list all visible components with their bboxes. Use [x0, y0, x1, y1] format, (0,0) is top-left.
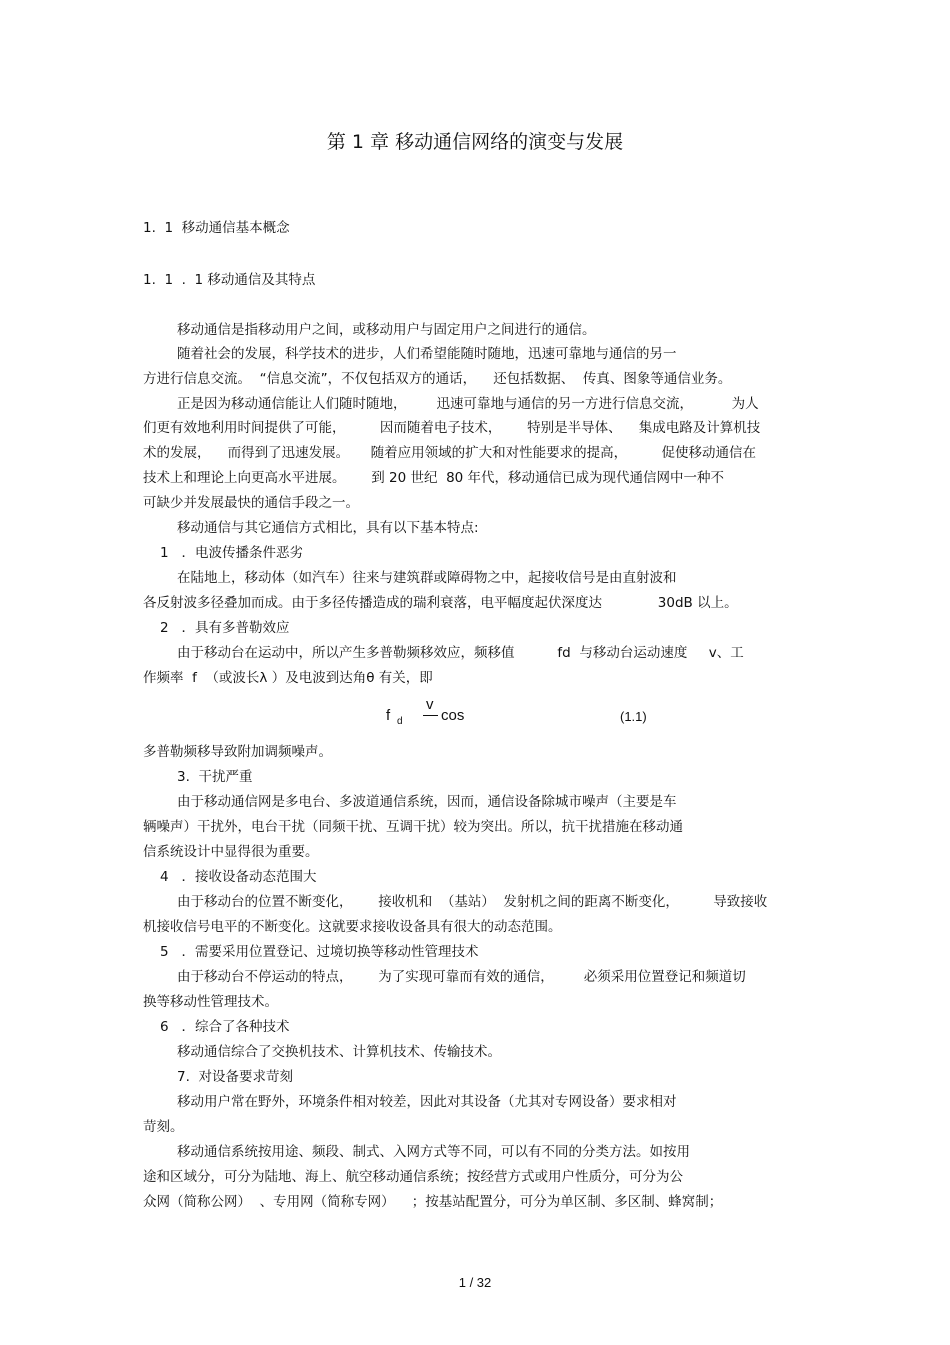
list-heading: 5 ．需要采用位置登记、过境切换等移动性管理技术 [160, 944, 479, 960]
body-line: 可缺少并发展最快的通信手段之一。 [143, 495, 359, 511]
subsection-heading: 1. 1 . 1 移动通信及其特点 [143, 272, 316, 288]
body-line: 随着社会的发展，科学技术的进步，人们希望能随时随地，迅速可靠地与通信的另一 [177, 346, 677, 362]
body-line: 机接收信号电平的不断变化。这就要求接收设备具有很大的动态范围。 [143, 919, 562, 935]
formula-numerator: v [426, 696, 434, 713]
body-line: 方进行信息交流。 “信息交流”，不仅包括双方的通话， 还包括数据、 传真、图象等通信业务。 [143, 371, 732, 387]
chapter-title: 第 1 章 移动通信网络的演变与发展 [326, 131, 624, 153]
body-line: 苛刻。 [143, 1119, 184, 1135]
body-line: 在陆地上，移动体（如汽车）往来与建筑群或障碍物之中，起接收信号是由直射波和 [177, 570, 677, 586]
body-line: 多普勒频移导致附加调频噪声。 [143, 744, 332, 760]
section-heading: 1. 1 移动通信基本概念 [143, 220, 290, 236]
body-line: 由于移动台的位置不断变化， 接收机和 （基站） 发射机之间的距离不断变化， 导致接收 [177, 894, 768, 910]
body-line: 辆噪声）干扰外，电台干扰（同频干扰、互调干扰）较为突出。所以，抗干扰措施在移动通 [143, 819, 683, 835]
body-line: 作频率 f （或波长λ ）及电波到达角θ 有关，即 [143, 670, 433, 686]
formula-subscript: d [397, 716, 403, 727]
body-line: 们更有效地利用时间提供了可能， 因而随着电子技术， 特别是半导体、 集成电路及计算机技 [143, 420, 761, 436]
body-line: 术的发展， 而得到了迅速发展。 随着应用领域的扩大和对性能要求的提高， 促使移动通信在 [143, 445, 756, 461]
list-heading: 6 ．综合了各种技术 [160, 1019, 290, 1035]
list-heading: 2 ．具有多普勒效应 [160, 620, 290, 636]
body-line: 众网（简称公网） 、专用网（简称专网） ；按基站配置分，可分为单区制、多区制、蜂窝制； [143, 1194, 723, 1210]
formula-cos: cos [441, 707, 465, 724]
body-line: 信系统设计中显得很为重要。 [143, 844, 319, 860]
list-heading: 3. 干扰严重 [177, 769, 253, 785]
page-number: 1 / 32 [458, 1275, 492, 1290]
fraction-line [423, 715, 438, 716]
body-line: 由于移动通信网是多电台、多波道通信系统，因而，通信设备除城市噪声（主要是车 [177, 794, 677, 810]
body-line: 由于移动台在运动中，所以产生多普勒频移效应，频移值 fd 与移动台运动速度 v、工 [177, 645, 744, 661]
body-line: 移动通信与其它通信方式相比，具有以下基本特点: [177, 520, 479, 536]
formula-number: (1.1) [620, 709, 647, 724]
body-line: 移动用户常在野外，环境条件相对较差，因此对其设备（尤其对专网设备）要求相对 [177, 1094, 677, 1110]
body-line: 移动通信系统按用途、频段、制式、入网方式等不同，可以有不同的分类方法。如按用 [177, 1144, 690, 1160]
formula-f: f [386, 707, 391, 724]
list-heading: 1 ．电波传播条件恶劣 [160, 545, 303, 561]
body-line: 换等移动性管理技术。 [143, 994, 278, 1010]
body-line: 移动通信是指移动用户之间，或移动用户与固定用户之间进行的通信。 [177, 322, 596, 338]
body-line: 技术上和理论上向更高水平进展。 到 20 世纪 80 年代，移动通信已成为现代通信网中一种不 [143, 470, 725, 486]
list-heading: 7. 对设备要求苛刻 [177, 1069, 293, 1085]
body-line: 途和区域分，可分为陆地、海上、航空移动通信系统；按经营方式或用户性质分，可分为公 [143, 1169, 683, 1185]
list-heading: 4 ．接收设备动态范围大 [160, 869, 317, 885]
body-line: 各反射波多径叠加而成。由于多径传播造成的瑞利衰落，电平幅度起伏深度达 30dB 以上。 [143, 595, 738, 611]
body-line: 由于移动台不停运动的特点， 为了实现可靠而有效的通信， 必须采用位置登记和频道切 [177, 969, 746, 985]
body-line: 移动通信综合了交换机技术、计算机技术、传输技术。 [177, 1044, 501, 1060]
body-line: 正是因为移动通信能让人们随时随地， 迅速可靠地与通信的另一方进行信息交流， 为人 [177, 396, 759, 412]
